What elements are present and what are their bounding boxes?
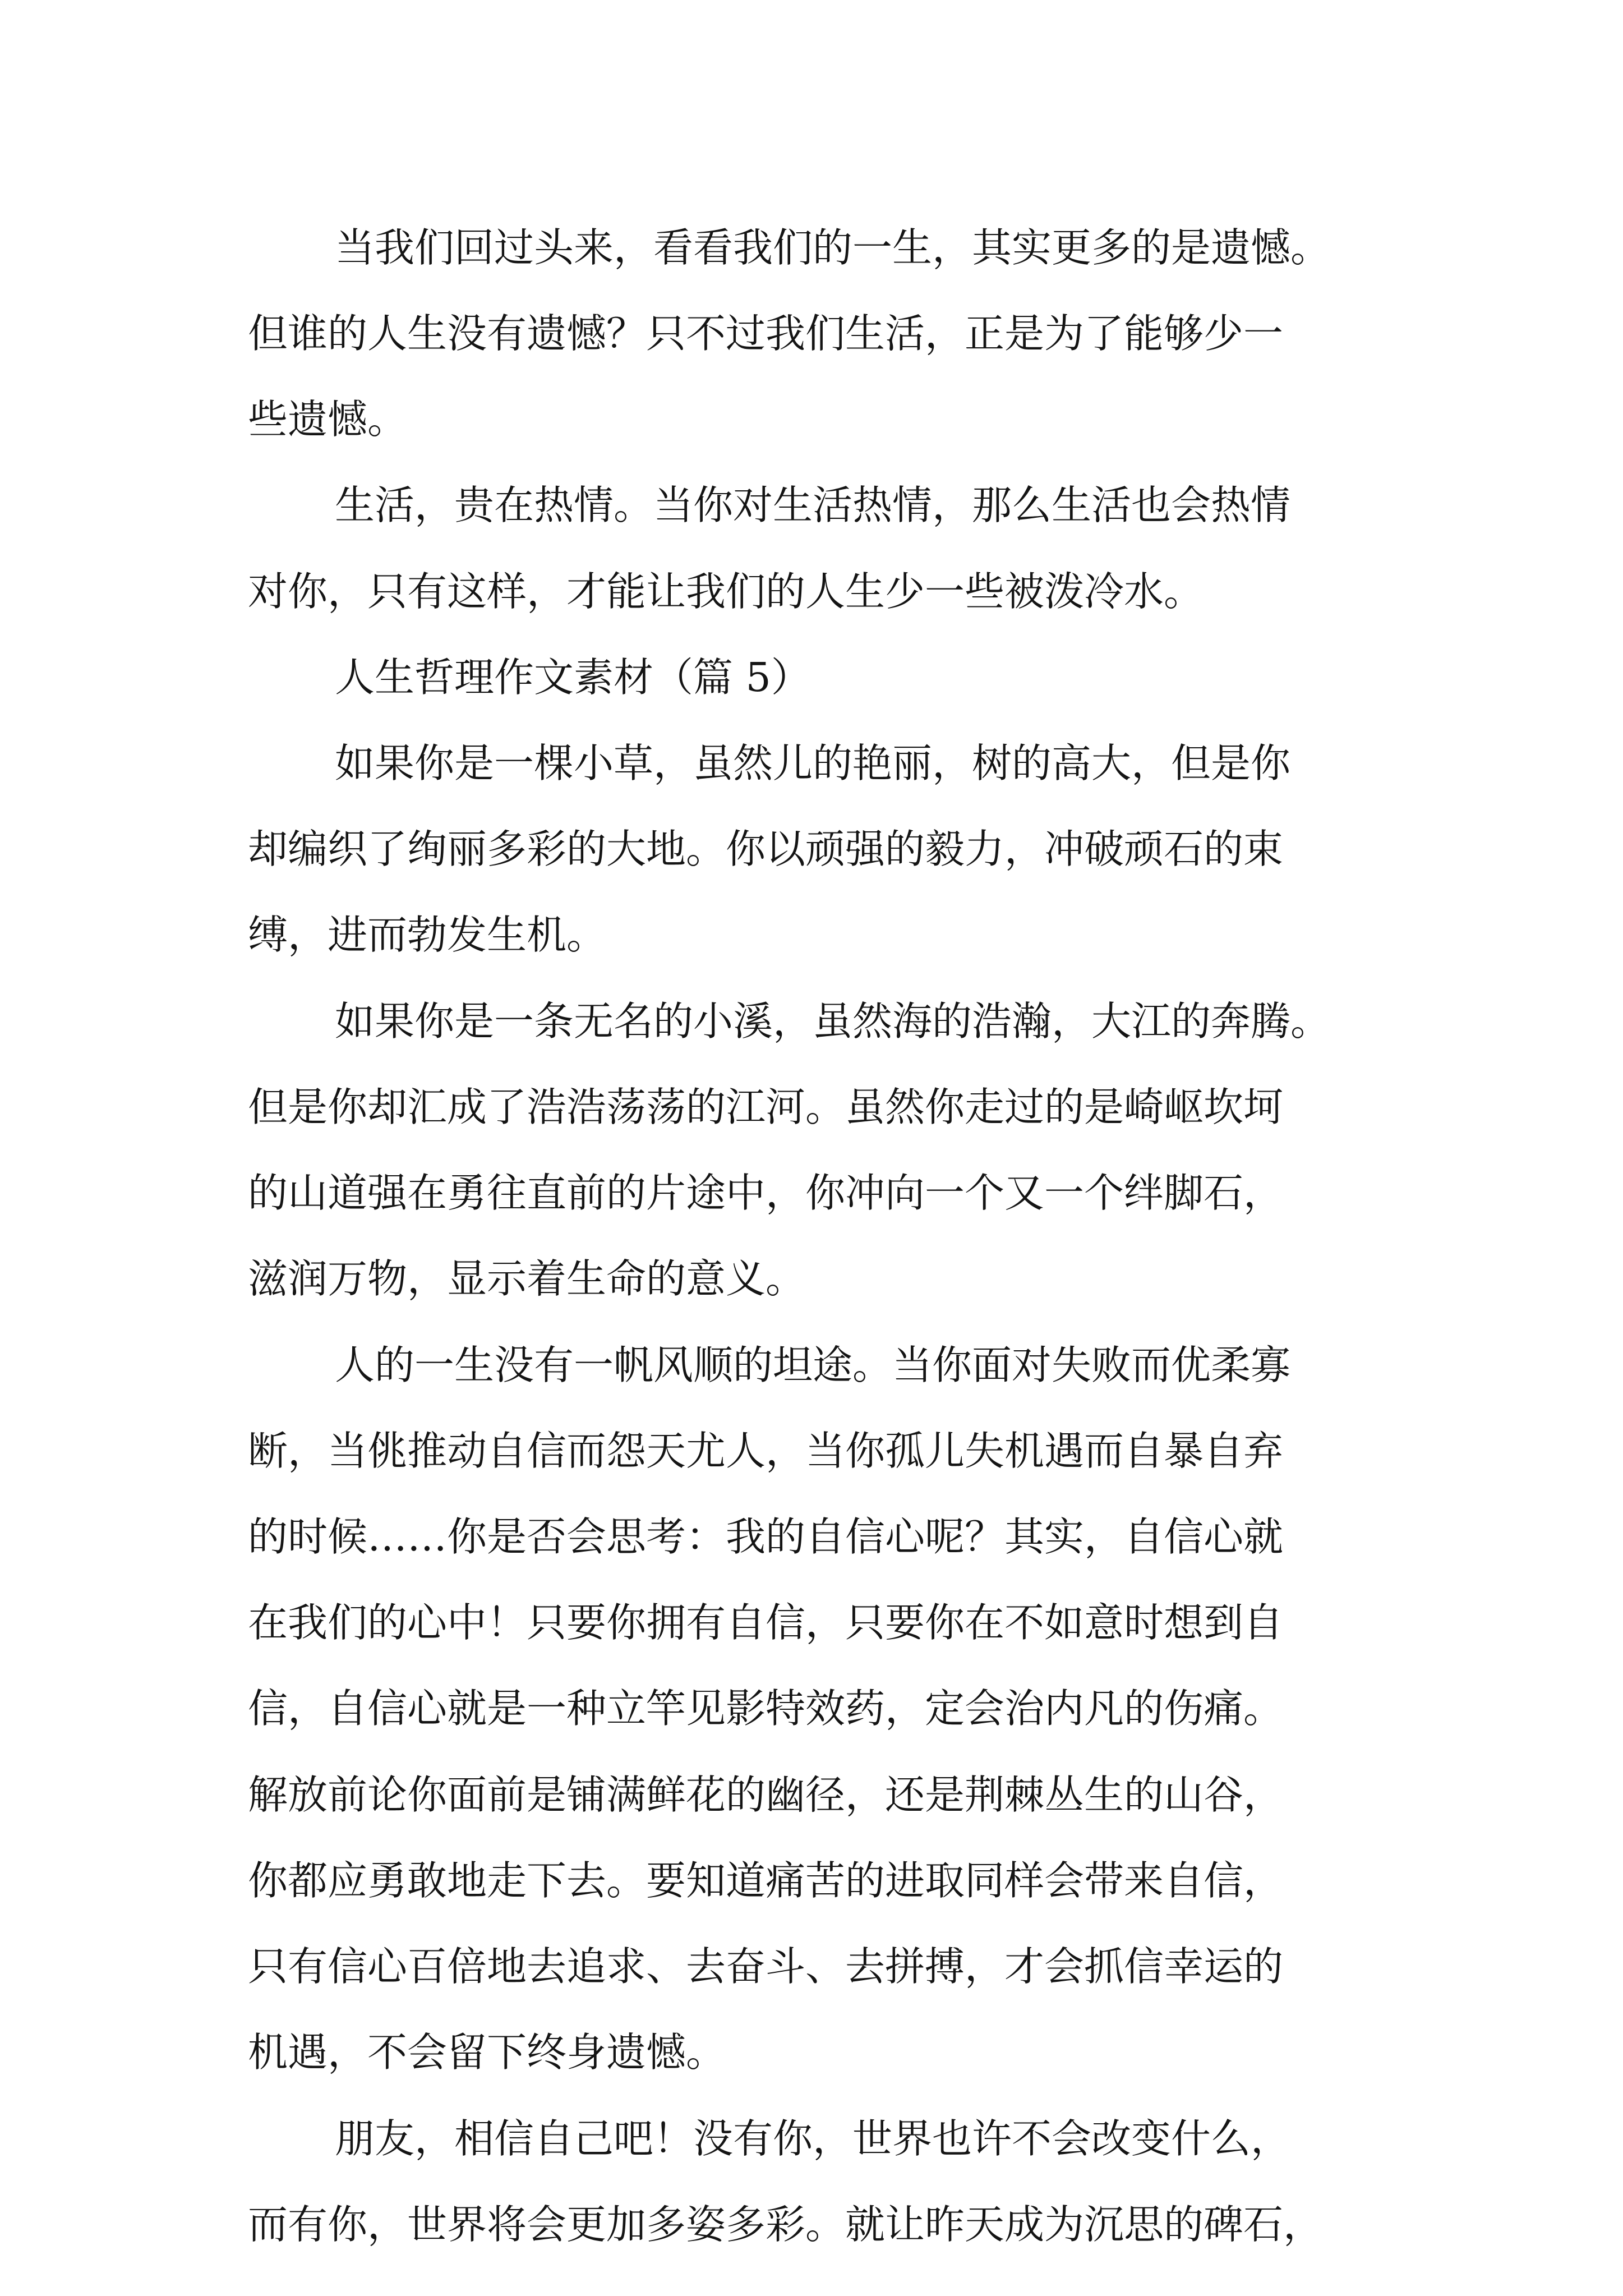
text-line-2 [0, 289, 1623, 379]
text-line-11-text: 但是你却汇成了浩浩荡荡的江河。虽然你走过的是崎岖坎坷 [248, 1084, 1284, 1130]
text-line-3 [0, 375, 1623, 464]
text-line-13 [0, 1234, 1623, 1324]
text-line-8-text: 却编织了绚丽多彩的大地。你以顽强的毅力，冲破顽石的束 [248, 826, 1284, 872]
text-line-3-text: 些遗憾。 [248, 396, 408, 443]
text-line-4 [0, 461, 1623, 550]
text-line-22 [0, 2008, 1623, 2097]
text-line-9-text: 缚，进而勃发生机。 [248, 912, 607, 958]
text-line-12-text: 的山道强在勇往直前的片途中，你冲向一个又一个绊脚石， [248, 1170, 1284, 1216]
text-line-19 [0, 1750, 1623, 1840]
text-line-20 [0, 1836, 1623, 1926]
text-line-15-text: 断，当佻推动自信而怨天尤人，当你孤儿失机遇而自暴自弃 [248, 1428, 1284, 1474]
text-line-11 [0, 1062, 1623, 1152]
text-line-12 [0, 1148, 1623, 1238]
text-line-16-text: 的时候……你是否会思考：我的自信心呢？其实，自信心就 [248, 1513, 1284, 1560]
text-line-24 [0, 2180, 1623, 2270]
text-line-10-text: 如果你是一条无名的小溪，虽然海的浩瀚，大江的奔腾。 [335, 998, 1331, 1045]
text-line-17-text: 在我们的心中！只要你拥有自信，只要你在不如意时想到自 [248, 1599, 1284, 1646]
text-line-22-text: 机遇，不会留下终身遗憾。 [248, 2029, 726, 2076]
section-heading-text: 人生哲理作文素材（篇 5） [335, 654, 811, 701]
text-line-1 [0, 203, 1623, 293]
text-line-7 [0, 719, 1623, 808]
text-line-4-text: 生活，贵在热情。当你对生活热情，那么生活也会热情 [335, 482, 1291, 528]
text-line-24-text: 而有你，世界将会更加多姿多彩。就让昨天成为沉思的碑石， [248, 2201, 1324, 2248]
text-line-1-text: 当我们回过头来，看看我们的一生，其实更多的是遗憾。 [335, 224, 1331, 271]
text-line-14-text: 人的一生没有一帆风顺的坦途。当你面对失败而优柔寡 [335, 1342, 1291, 1388]
text-line-19-text: 解放前论你面前是铺满鲜花的幽径，还是荆棘丛生的山谷， [248, 1772, 1284, 1818]
section-heading [0, 633, 1623, 723]
text-line-9 [0, 890, 1623, 980]
text-line-5 [0, 547, 1623, 637]
text-line-15 [0, 1406, 1623, 1496]
text-line-18-text: 信，自信心就是一种立竿见影特效药，定会治内凡的伤痛。 [248, 1685, 1284, 1732]
text-line-20-text: 你都应勇敢地走下去。要知道痛苦的进取同样会带来自信， [248, 1857, 1284, 1904]
text-line-7-text: 如果你是一棵小草，虽然儿的艳丽，树的高大，但是你 [335, 740, 1291, 786]
text-line-8 [0, 804, 1623, 894]
text-line-16 [0, 1492, 1623, 1582]
text-line-10 [0, 977, 1623, 1066]
text-line-18 [0, 1664, 1623, 1754]
text-line-21-text: 只有信心百倍地去追求、去奋斗、去拼搏，才会抓信幸运的 [248, 1943, 1284, 1990]
text-line-23-text: 朋友，相信自己吧！没有你，世界也许不会改变什么， [335, 2115, 1291, 2162]
text-line-14 [0, 1320, 1623, 1410]
text-line-2-text: 但谁的人生没有遗憾？只不过我们生活，正是为了能够少一 [248, 310, 1284, 357]
text-line-17 [0, 1578, 1623, 1668]
text-line-21 [0, 1922, 1623, 2012]
text-line-5-text: 对你，只有这样，才能让我们的人生少一些被泼冷水。 [248, 568, 1204, 615]
text-line-23 [0, 2094, 1623, 2184]
text-line-13-text: 滋润万物，显示着生命的意义。 [248, 1255, 806, 1302]
